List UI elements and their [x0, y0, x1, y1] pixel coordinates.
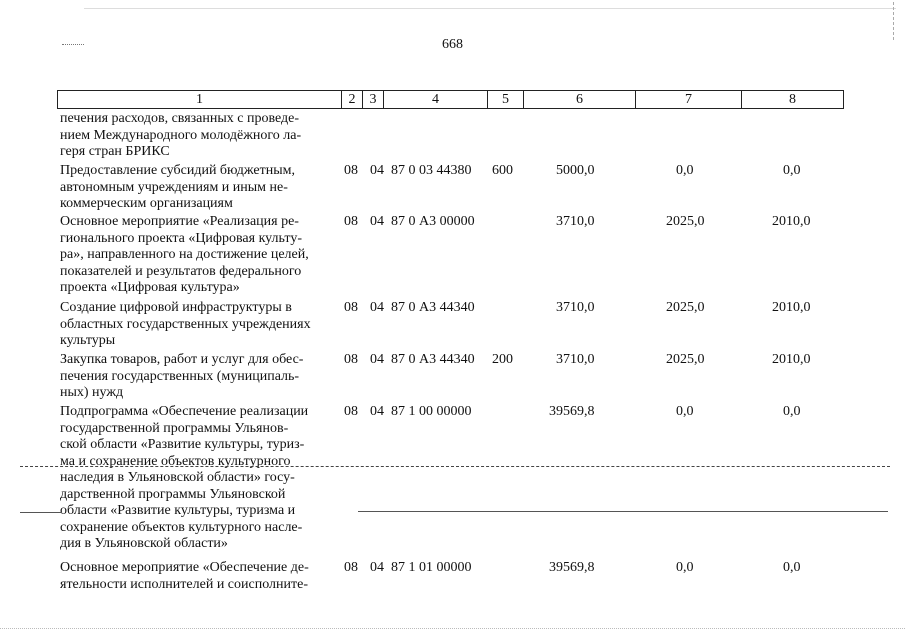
row-7-description	[60, 560, 332, 593]
cell-amount-7: 2025,0	[666, 300, 705, 315]
header-col-2: 2	[341, 91, 362, 108]
cell-amount-6: 3710,0	[556, 214, 595, 229]
cell-subsection: 04	[370, 300, 384, 315]
desc-line: печения государственных (муниципаль-	[60, 368, 300, 384]
desc-line: гионального проекта «Цифровая культу-	[60, 230, 302, 246]
desc-line: нием Международного молодёжного ла-	[60, 127, 302, 143]
desc-line: печения расходов, связанных с проведе-	[60, 111, 300, 126]
desc-line: Основное мероприятие «Реализация ре-	[60, 214, 299, 229]
scan-artifact-line	[20, 466, 890, 467]
header-col-6: 6	[523, 91, 635, 108]
row-5-description	[60, 352, 332, 402]
desc-line: показателей и результатов федерального	[60, 263, 302, 279]
cell-target-article: 87 0 А3 44340	[391, 352, 475, 367]
desc-line: дия в Ульяновской области»	[60, 536, 228, 551]
cell-amount-8: 0,0	[783, 163, 801, 178]
scan-edge-line	[84, 8, 896, 9]
desc-line: Основное мероприятие «Обеспечение де-	[60, 560, 309, 575]
row-4-description	[60, 300, 332, 350]
desc-line: области «Развитие культуры, туризма и	[60, 503, 296, 518]
cell-amount-8: 2010,0	[772, 214, 811, 229]
desc-line: проекта «Цифровая культура»	[60, 280, 240, 295]
header-col-5: 5	[487, 91, 523, 108]
cell-amount-6: 5000,0	[556, 163, 595, 178]
desc-line: ятельности исполнителей и соисполните-	[60, 576, 309, 592]
scan-artifact-line	[20, 512, 62, 513]
desc-line: ской области «Развитие культуры, туриз-	[60, 437, 305, 452]
cell-amount-6: 3710,0	[556, 300, 595, 315]
cell-expense-type: 200	[492, 352, 513, 367]
cell-subsection: 04	[370, 352, 384, 367]
row-6-description	[60, 404, 332, 553]
desc-line: сохранение объектов культурного насле-	[60, 519, 303, 535]
desc-line: Закупка товаров, работ и услуг для обес-	[60, 352, 304, 367]
cell-amount-6: 39569,8	[549, 404, 595, 419]
desc-line: Предоставление субсидий бюджетным,	[60, 163, 296, 178]
desc-line: Подпрограмма «Обеспечение реализации	[60, 404, 309, 419]
cell-subsection: 04	[370, 214, 384, 229]
header-col-8: 8	[741, 91, 843, 108]
cell-amount-7: 0,0	[676, 560, 694, 575]
desc-line: областных государственных учреждениях	[60, 316, 311, 332]
cell-amount-6: 3710,0	[556, 352, 595, 367]
desc-line: ных) нужд	[60, 385, 124, 400]
cell-amount-6: 39569,8	[549, 560, 595, 575]
scan-artifact-line	[358, 511, 888, 512]
desc-line: геря стран БРИКС	[60, 144, 170, 159]
cell-section: 08	[344, 404, 358, 419]
desc-line: дарственной программы Ульяновской	[60, 486, 286, 502]
cell-target-article: 87 1 01 00000	[391, 560, 472, 575]
cell-section: 08	[344, 163, 358, 178]
desc-line: ра», направленного на достижение целей,	[60, 247, 309, 262]
cell-subsection: 04	[370, 560, 384, 575]
header-col-3: 3	[362, 91, 383, 108]
cell-amount-7: 2025,0	[666, 214, 705, 229]
cell-section: 08	[344, 214, 358, 229]
cell-section: 08	[344, 560, 358, 575]
scan-margin-mark	[893, 2, 894, 40]
desc-line: культуры	[60, 333, 116, 348]
desc-line: Создание цифровой инфраструктуры в	[60, 300, 292, 315]
header-col-1: 1	[196, 92, 203, 107]
page-number: 668	[442, 37, 463, 52]
cell-section: 08	[344, 352, 358, 367]
cell-target-article: 87 0 А3 44340	[391, 300, 475, 315]
header-col-7: 7	[635, 91, 741, 108]
row-3-description	[60, 214, 332, 297]
scan-bottom-edge	[0, 628, 905, 629]
cell-amount-8: 2010,0	[772, 352, 811, 367]
cell-amount-8: 0,0	[783, 404, 801, 419]
cell-amount-8: 2010,0	[772, 300, 811, 315]
cell-target-article: 87 1 00 00000	[391, 404, 472, 419]
row-2-description	[60, 163, 332, 213]
table-header-row	[57, 90, 844, 109]
cell-amount-7: 0,0	[676, 404, 694, 419]
row-1-description	[60, 111, 332, 161]
cell-subsection: 04	[370, 404, 384, 419]
cell-amount-7: 2025,0	[666, 352, 705, 367]
desc-line: ма и сохранение объектов культурного	[60, 453, 291, 469]
cell-expense-type: 600	[492, 163, 513, 178]
cell-target-article: 87 0 А3 00000	[391, 214, 475, 229]
desc-line: автономным учреждениям и иным не-	[60, 179, 288, 195]
cell-section: 08	[344, 300, 358, 315]
desc-line: государственной программы Ульянов-	[60, 420, 289, 436]
cell-target-article: 87 0 03 44380	[391, 163, 472, 178]
cell-amount-7: 0,0	[676, 163, 694, 178]
cell-amount-8: 0,0	[783, 560, 801, 575]
desc-line: наследия в Ульяновской области» госу-	[60, 470, 295, 485]
cell-subsection: 04	[370, 163, 384, 178]
header-col-4: 4	[383, 91, 487, 108]
desc-line: коммерческим организациям	[60, 196, 233, 211]
